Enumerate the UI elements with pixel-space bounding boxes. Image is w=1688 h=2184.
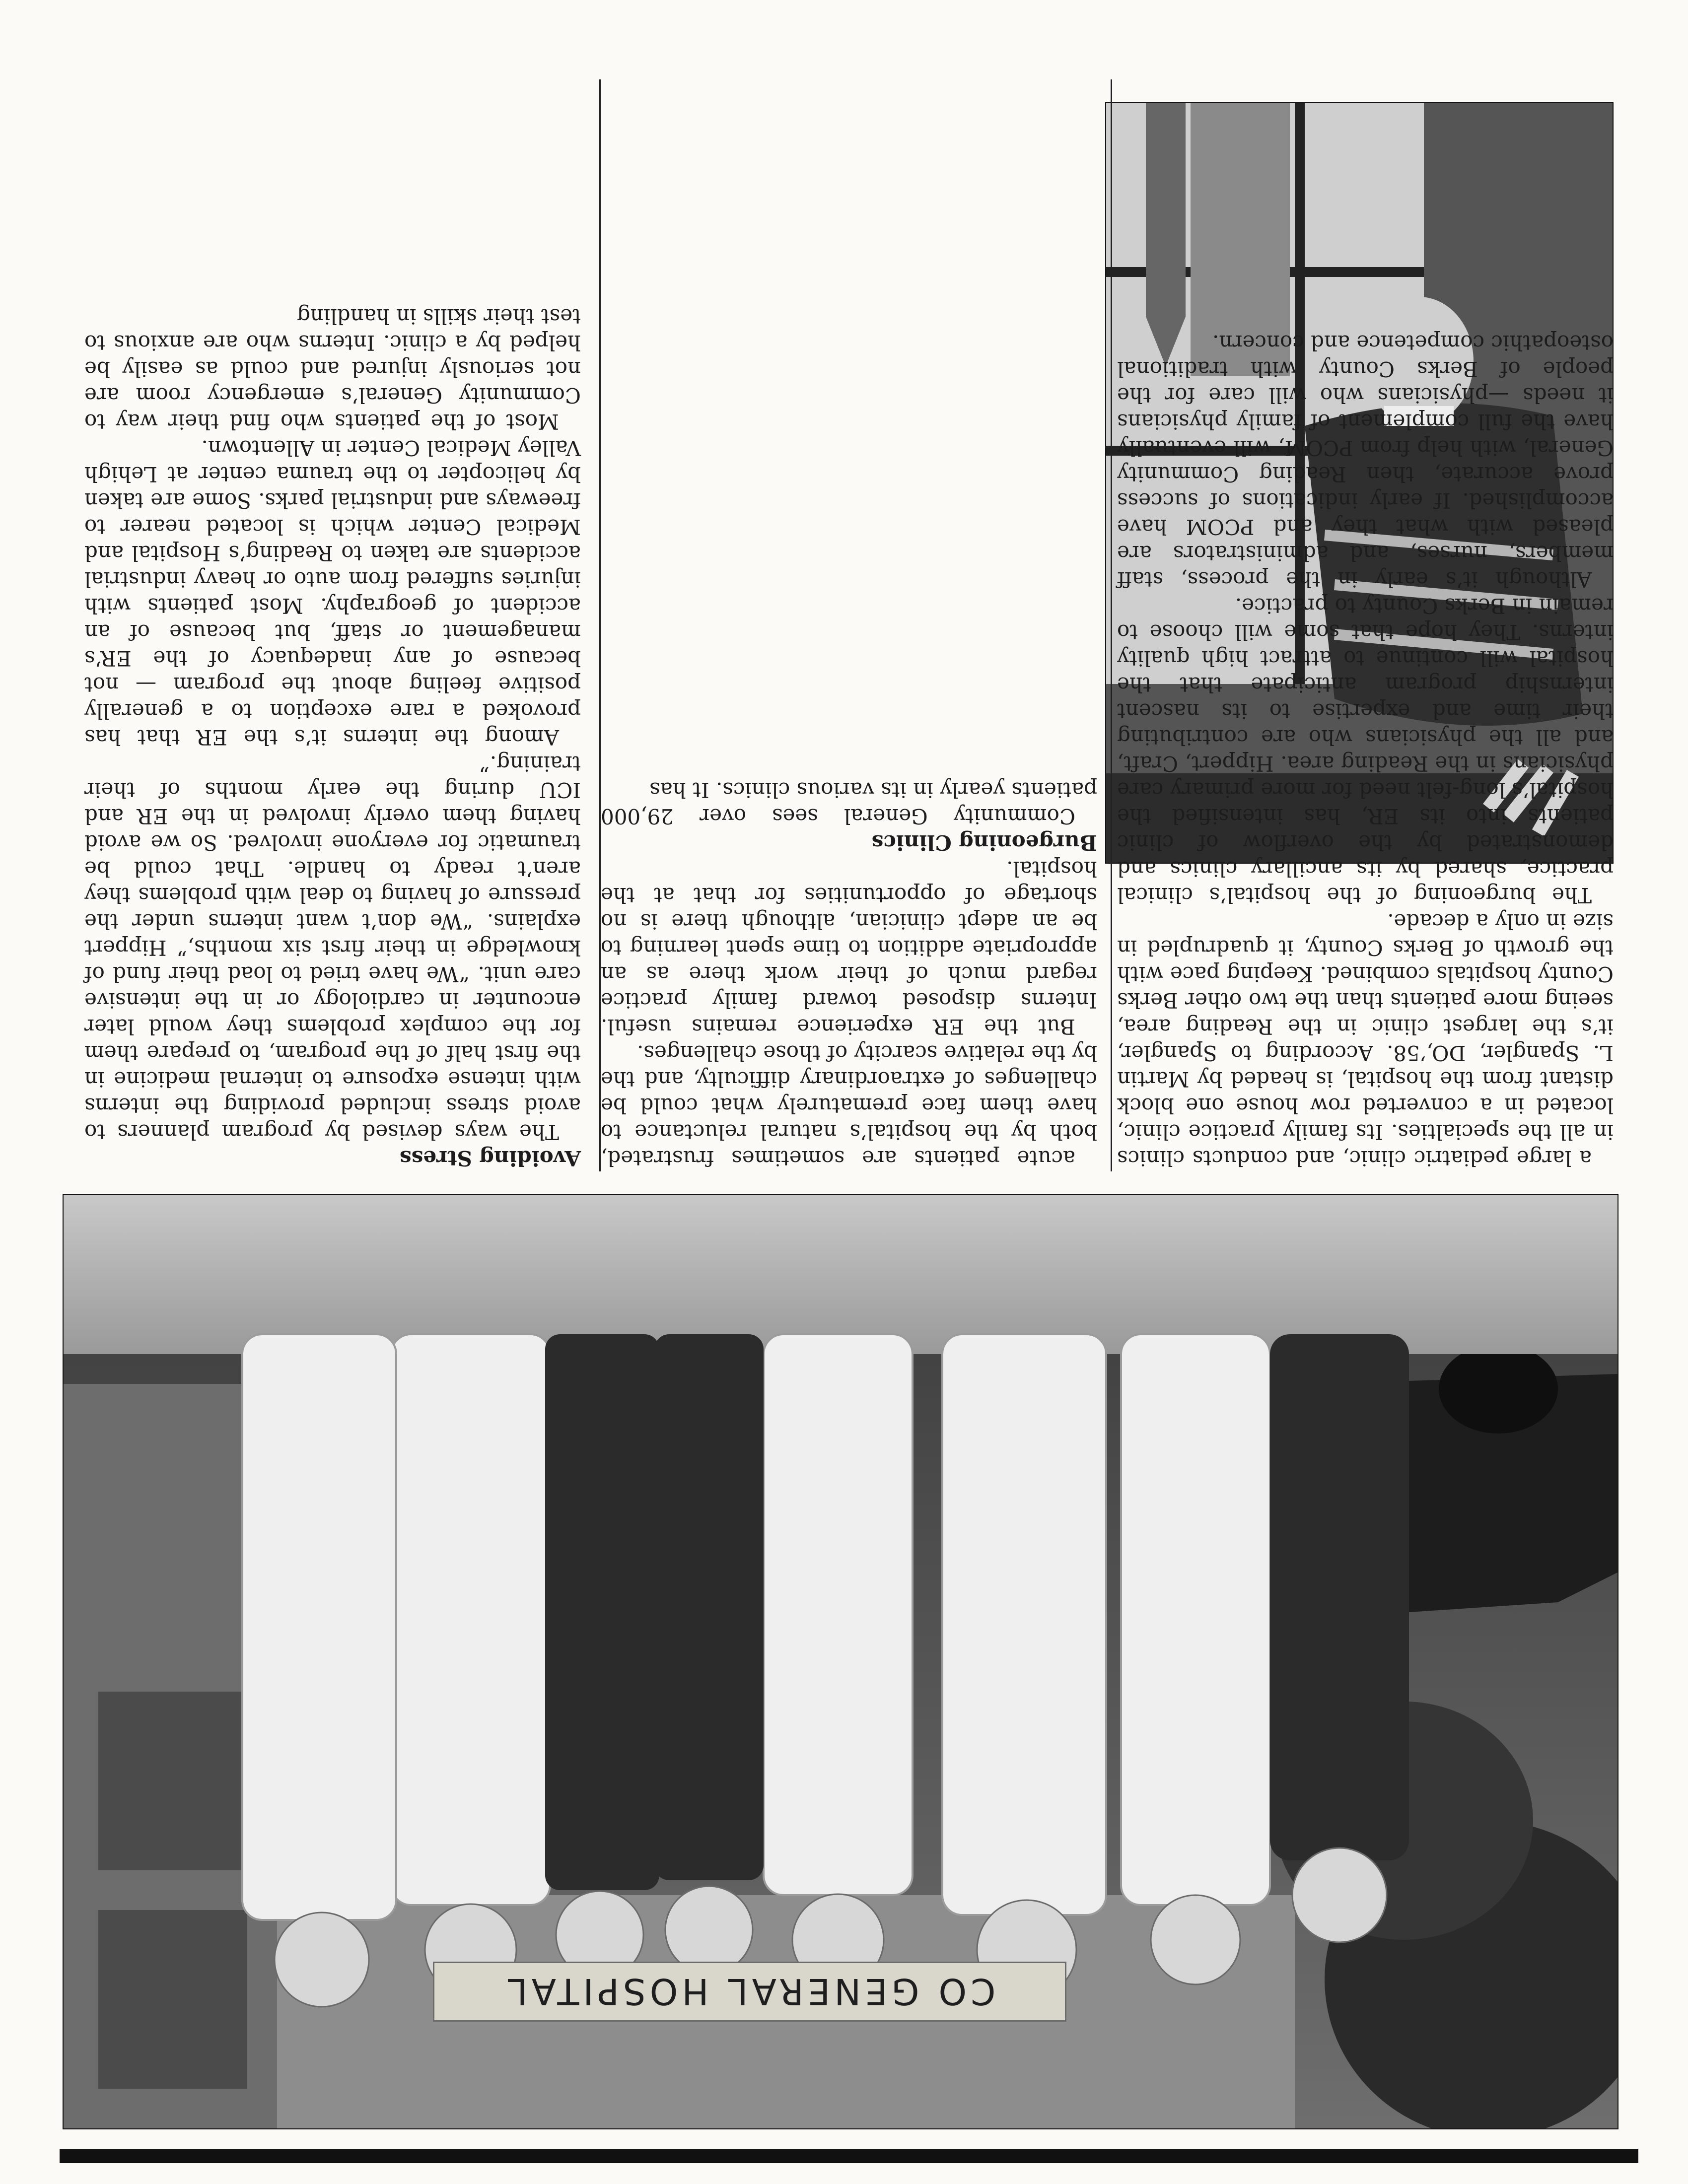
column-divider	[1111, 79, 1112, 1171]
heading-burgeoning-clinics: Burgeoning Clinics	[871, 830, 1097, 855]
paragraph: Most of the patients who find their way to Community General’s emergency room are not seriously injured and could as easily be helped by a clinic. Interns who are anxious to test their skills in handling	[84, 304, 581, 434]
hospital-sign: CO GENERAL HOSPITAL	[433, 1962, 1066, 2022]
paragraph: a large pediatric clinic, and conducts clinics in all the specialties. Its family practice clinic, located in a converted row house one block distant from the hospital, is headed by Martin L. Spangler, DO,’58. According to Spangler, it’s the largest clinic in the Reading area, seeing more patients than the two other Berks County hospitals combined. Keeping pace with the growth of Berks County, it quadrupled in size in only a decade.	[1117, 909, 1614, 1170]
column-1	[84, 79, 581, 1171]
group-photo	[63, 1194, 1618, 2129]
paragraph: Among the interns it’s the ER that has provoked a rare exception to a generally positive feeling about the program — not because of any inadequacy of the ER’s management or staff, but because of an accident of geography. Most patients with injuries suffered from auto or heavy industrial accidents are taken to Reading’s Hospital and Medical Center which is located nearer to freeways and industrial parks. Some are taken by helicopter to the trauma center at Lehigh Valley Medical Center in Allentown.	[84, 436, 581, 750]
top-rule	[60, 2149, 1638, 2163]
article-columns	[84, 79, 1614, 1171]
paragraph: acute patients are sometimes frustrated, both by the hospital’s natural reluctance to have them face prematurely what could be challenges of extraordinary difficulty, and the by the relative scarcity of those challenges.	[601, 1041, 1097, 1170]
paragraph: Community General sees over 29,000 patients yearly in its various clinics. It has	[601, 778, 1097, 828]
paragraph: But the ER experience remains useful. Interns disposed toward family practice regard much of their work there as an appropriate addition to time spent learning to be an adept clinician, although there is no shortage of opportunities for that at the hospital.	[601, 857, 1097, 1039]
paragraph: The burgeoning of the hospital’s clinical practice, shared by its ancillary clinics and demonstrated by the overflow of clinic patients into its ER, has intensified the hospital’s long-felt need for more primary care physicians in the Reading area. Hippert, Craft, and all the physicians who are contributing their time and expertise to its nascent internship program anticipate that the hospital will continue to attract high quality interns. They hope that some will choose to remain in Berks County to practice.	[1117, 594, 1614, 907]
column-2	[601, 79, 1097, 1171]
paragraph: The ways devised by program planners to avoid stress included providing the interns with intense exposure to internal medicine in the first half of the program, to prepare them for the complex problems they would later encounter in cardiology or in the intensive care unit. “We have tried to load their fund of knowledge in their first six months,” Hippert explains. “We don’t want interns under the pressure of having to deal with problems they aren’t ready to handle. That could be traumatic for everyone involved. So we avoid having them overly involved in the ER and ICU during the early months of their training.”	[84, 751, 581, 1144]
heading-avoiding-stress: Avoiding Stress	[400, 1146, 581, 1170]
column-3	[1117, 79, 1614, 1171]
paragraph: Although it’s early in the process, staff members, nurses, and administrators are pleased with what they and PCOM have accomplished. If early indications of success prove accurate, then Reading Community General, with help from PCOM, will eventually have the full complement of family physicians it needs —physicians who will care for the people of Berks County with traditional osteopathic competence and concern.	[1117, 331, 1614, 592]
